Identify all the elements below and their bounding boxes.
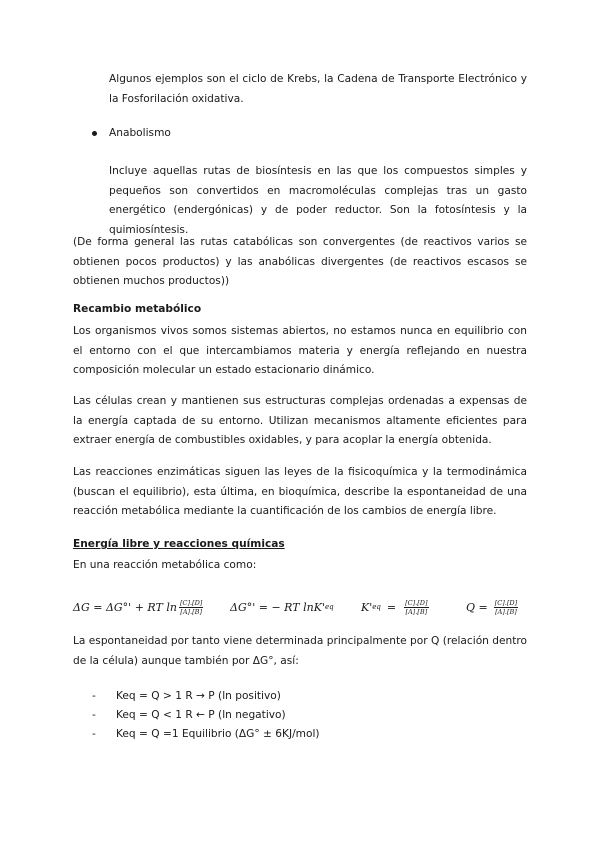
paragraph-open-systems: Los organismos vivos somos sistemas abiertos, no estamos nunca en equilibrio con el entorno con el que intercambiamos materia y energía reflejando en nuestra composición molecular un estado estacionario dinámico. — [73, 325, 527, 376]
eq1-numerator: [C].[D] — [179, 598, 203, 607]
section-heading-energia: Energía libre y reacciones químicas — [73, 538, 285, 550]
condition-text: Keq = Q =1 Equilibrio (ΔG° ± 6KJ/mol) — [116, 728, 320, 740]
general-note: (De forma general las rutas catabólicas son convergentes (de reactivos varios se obtienen pocos productos) y las anabólicas divergentes (de reactivos escasos se obtienen muchos productos)) — [73, 236, 527, 287]
section-heading-recambio: Recambio metabólico — [73, 303, 202, 315]
equation-q — [466, 592, 518, 622]
equation-keq — [361, 592, 429, 622]
eq4-fraction — [494, 599, 518, 616]
bullet-dot-icon — [92, 131, 97, 136]
anabolism-description: Incluye aquellas rutas de biosíntesis en las que los compuestos simples y pequeños son convertidos en macromoléculas complejas tras un gasto energético (endergónicas) y de poder reductor. Son la fotosíntesis y la quimiosíntesis. — [109, 165, 527, 236]
paragraph-enzymatic: Las reacciones enzimáticas siguen las leyes de la fisicoquímica y la termodinámica (buscan el equilibrio), esta última, en bioquímica, describe la espontaneidad de una reacción metabólica mediante la cuantificación de los cambios de energía libre. — [73, 466, 527, 517]
spontaneity-paragraph: La espontaneidad por tanto viene determinada principalmente por Q (relación dentro de la célula) aunque también por ΔG°, así: — [73, 635, 527, 667]
eq3-fraction — [404, 599, 428, 616]
dash-marker: - — [92, 728, 96, 740]
reaction-intro: En una reacción metabólica como: — [73, 559, 257, 571]
paragraph-cells: Las células crean y mantienen sus estructuras complejas ordenadas a expensas de la energía captada de su entorno. Utilizan mecanismos altamente eficientes para extraer energía de combustibles oxidables, y para acoplar la energía obtenida. — [73, 395, 527, 446]
eq3-denominator: [A].[B] — [405, 607, 428, 616]
eq1-lhs: ΔG = ΔG°' + RT ln — [73, 600, 177, 614]
dash-marker: - — [92, 709, 96, 721]
eq4-denominator: [A].[B] — [495, 607, 517, 616]
condition-text: Keq = Q > 1 R → P (ln positivo) — [116, 690, 281, 702]
equation-row — [73, 592, 533, 622]
eq3-lhs: K' — [361, 600, 373, 614]
equation-delta-g-standard — [230, 592, 334, 622]
eq4-lhs: Q = — [466, 600, 488, 614]
eq2-text: ΔG°' = − RT lnK' — [230, 600, 325, 614]
eq2-subscript: eq — [324, 603, 334, 611]
condition-text: Keq = Q < 1 R ← P (ln negativo) — [116, 709, 286, 721]
catabolism-examples: Algunos ejemplos son el ciclo de Krebs, la Cadena de Transporte Electrónico y la Fosforilación oxidativa. — [109, 73, 527, 105]
equation-delta-g — [73, 592, 203, 622]
bullet-label: Anabolismo — [109, 127, 171, 139]
eq1-denominator: [A].[B] — [180, 607, 202, 616]
eq3-numerator: [C].[D] — [405, 598, 428, 607]
eq4-numerator: [C].[D] — [494, 598, 518, 607]
eq3-equals: = — [386, 600, 397, 614]
eq3-subscript: eq — [372, 603, 381, 611]
dash-marker: - — [92, 690, 96, 702]
eq1-fraction — [179, 599, 203, 616]
